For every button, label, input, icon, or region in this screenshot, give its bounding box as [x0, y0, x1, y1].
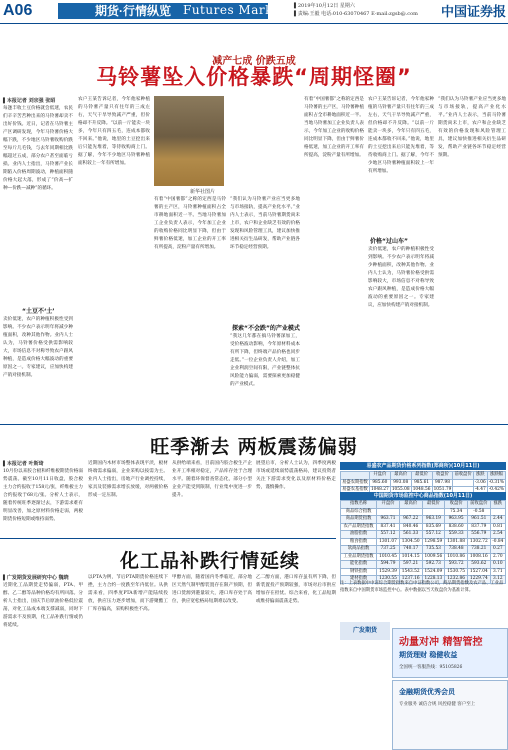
- table-cell: 1304.50: [399, 538, 422, 546]
- table2-col: 前收盘价: [467, 501, 490, 509]
- table-cell: [422, 508, 445, 516]
- table2-header-row: [341, 501, 506, 509]
- table1: [340, 471, 506, 495]
- table-row: [341, 568, 506, 576]
- lead-column-5: 有着“中国薯都”之称的定西是马铃薯的主产区，马铃薯种植面积占全市耕地面积近一半。当地马铃薯加工企业负责人表示，今年加工企业的收购价格同比明显下降，但由于鲜薯价格低迷，加工企业的开工率有所提高，淀粉产量有所增加。: [304, 97, 364, 158]
- table1-col: 前收盘价: [454, 472, 472, 477]
- table2-title-wrap: [340, 492, 506, 500]
- table-cell: 3.12: [490, 576, 505, 584]
- table-cell: 建材指数: [341, 576, 377, 584]
- table-cell: 2.44: [490, 516, 505, 524]
- table-cell: 1048.56: [412, 487, 431, 492]
- table1-col: 最高价: [390, 472, 411, 480]
- table2-col: 开盘价: [377, 501, 400, 509]
- table-row: [341, 479, 506, 487]
- table-cell: 1055.08: [391, 487, 410, 492]
- table-cell: 1014.15: [399, 553, 422, 561]
- table-cell: 1229.74: [467, 576, 490, 584]
- table-cell: 561.33: [399, 531, 422, 539]
- table-cell: 1237.16: [399, 576, 422, 584]
- table-cell: 837.79: [467, 523, 490, 531]
- table-cell: 597.21: [399, 561, 422, 569]
- lead-subhead-2: 价格“过山车”: [370, 238, 408, 245]
- table-cell: 963.95: [445, 516, 468, 524]
- table-cell: 1543.52: [399, 568, 422, 576]
- table-cell: 软商品指数: [341, 546, 377, 554]
- table-cell: -3.06: [474, 479, 486, 485]
- lead-column-4: “我们认为马铃薯产业应当更多地与市场接轨，提高产业化水平。”业内人士表示，当前马铃薯期货尚未上市，农户和企业缺乏有效的价格发现和风险管理工具，建议加快推进相关衍生品研发，帮助产业链各环节稳定经营预期。: [230, 197, 300, 250]
- table-cell: 2.54: [490, 531, 505, 539]
- table-cell: [399, 508, 422, 516]
- table-row: [341, 508, 506, 516]
- table-cell: 农产品期货指数: [341, 523, 377, 531]
- page-number: A06: [3, 2, 33, 19]
- table-cell: 1301.88: [445, 538, 468, 546]
- lead-headline: 马铃薯坠入价格暴跌“周期怪圈”: [96, 65, 412, 89]
- table-cell: 838.60: [445, 523, 468, 531]
- header-rule: [0, 23, 508, 24]
- ad-brand-logo: 广发期货: [340, 622, 390, 640]
- table-row: [341, 546, 506, 554]
- table1-col: [341, 472, 370, 480]
- table-cell: 557.12: [422, 531, 445, 539]
- table-cell: 985.61: [411, 479, 432, 487]
- table-cell: 1530.75: [445, 568, 468, 576]
- table-cell: 工业品期货指数: [341, 553, 377, 561]
- table-row: [341, 531, 506, 539]
- table1-col: 开盘价: [369, 472, 390, 480]
- lead-column-1b: 卖价低迷，农户的种植积极性受到影响。不少农户表示明年将减少种植面积，改种其他作物。业内人士认为，马铃薯价格受供需影响较大，市场信息不对称导致农户跟风种植，是造成价格大幅波动的重要原因之一。专家建议，应加快构建产销对接机制。: [3, 317, 73, 378]
- bottom-column-4: 乙二醇方面，港口库存虽有所下降，但新装置投产预期较强，市场对后市供应增加存在担忧。综合来看，化工品短期或维持偏弱震荡走势。: [256, 575, 336, 604]
- bottom-headline: 化工品补跌行情延续: [120, 550, 301, 572]
- table-cell: -0.42%: [488, 487, 504, 492]
- table-cell: -4.47: [474, 487, 486, 492]
- table2: [340, 500, 506, 584]
- table-cell: 963.71: [377, 516, 400, 524]
- table-cell: 75.34: [445, 508, 468, 516]
- table-cell: -0.31%: [488, 479, 504, 485]
- bottom-column-2: 以PTA为例，节后PTA期货价格连续下挫，主力合约一度跌至年内低位。从供需来看，四季度PTA新增产能陆续投放，供应压力逐步增加，而下游聚酯工厂库存偏高，采购积极性不高。: [88, 575, 168, 612]
- table-cell: 1009.56: [422, 553, 445, 561]
- table-cell: 967.22: [399, 516, 422, 524]
- table-cell: 1010.45: [377, 553, 400, 561]
- bottom-column-3: 甲醇方面，随着国内冬季临近，部分地区天然气制甲醇装置存在限产预期，但进口货源到港量较大，港口库存处于高位，供应宽松格局短期难以改变。: [172, 575, 252, 604]
- middle-column-2: 近期国内木材市场整体表现平淡，板材终端需求偏弱，企业采购以按需为主。业内人士指出，房地产行业调控持续，家具及装修需求增长放缓，对两板价格形成一定压制。: [88, 461, 168, 498]
- table-cell: 商品综合指数: [341, 508, 377, 516]
- table-cell: 737.25: [377, 546, 400, 554]
- column-title-en: Futures Market: [183, 3, 286, 17]
- ad-line2: 期货理财 稳健收益: [399, 651, 458, 659]
- lead-column-2: 农户王某告诉记者，今年他家种植的马铃薯产量只有往年的三成左右，天气干旱导致减产严重，但价格却不升反降。“以前一斤能卖一块多，今年只有四五毛，连成本都收不回来。”他说，地里的土豆挖出来后只能先堆着，等待收购商上门。据了解，今年不少地区马铃薯种植面积较上一年有所增加。: [78, 97, 150, 166]
- column-title: 期货·行情纵览: [95, 4, 171, 18]
- table-cell: 能化指数: [341, 561, 377, 569]
- lead-column-6: 农户王某告诉记者，今年他家种植的马铃薯产量只有往年的三成左右，天气干旱导致减产严重，但价格却不升反降。“以前一斤能卖一块多，今年只有四五毛，连成本都收不回来。”他说，地里的土豆挖出来后只能先堆着，等待收购商上门。据了解，今年不少地区马铃薯种植面积较上一年有所增加。: [368, 97, 434, 174]
- table-cell: [453, 479, 473, 487]
- table-cell: 0.27: [490, 546, 505, 554]
- section-rule-2: [0, 538, 336, 539]
- table-cell: 985.60: [369, 479, 390, 487]
- middle-column-3: 从供给端来看，目前国内胶合板生产企业开工率相对稳定，产品库存处于合理水平。随着环保督查常态化，部分小型企业产能受到限制，行业集中度进一步提升。: [172, 461, 252, 498]
- table-note: 注：上表数据中中证综合期货指数来自中证指数公司，商品期货指数及农产品、工业品指数来自中国期货市场监控中心。表中数据以当天收盘价为基准计算。: [340, 581, 504, 593]
- ad2-title: 金融期货优秀会员: [399, 688, 455, 696]
- table-cell: 0.10: [490, 561, 505, 569]
- table-row: [341, 523, 506, 531]
- table2-col: 收盘价: [445, 501, 468, 509]
- table-cell: 738.48: [445, 546, 468, 554]
- table-cell: 粮食指数: [341, 538, 377, 546]
- lead-column-6b: 卖价低迷，农户的种植积极性受到影响。不少农户表示明年将减少种植面积，改种其他作物。业内人士认为，马铃薯价格受供需影响较大，市场信息不对称导致农户跟风种植，是造成价格大幅波动的重要原因之一。专家建议，应加快构建产销对接机制。: [368, 247, 434, 308]
- table-cell: 735.53: [422, 546, 445, 554]
- lead-photo-caption: 新华社图片: [190, 189, 216, 195]
- ad2-text: 专业服务 诚信合规 风控稳健 客户至上: [399, 702, 476, 707]
- table-cell: 1524.09: [422, 568, 445, 576]
- table-cell: -0.58: [467, 508, 490, 516]
- table-cell: -0.84: [490, 538, 505, 546]
- lead-photo: [154, 96, 224, 186]
- issue-date: ▌2019年10月12日 星期六: [294, 3, 355, 9]
- table1-col: 收盘价: [432, 472, 453, 480]
- table-cell: 837.41: [377, 523, 400, 531]
- ad-slogan: 动量对冲 精智管控: [399, 637, 483, 648]
- section-rule-1: [0, 424, 508, 425]
- table-cell: 油脂指数: [341, 531, 377, 539]
- table-cell: 987.98: [432, 479, 453, 487]
- lead-column-7: “我们认为马铃薯产业应当更多地与市场接轨，提高产业化水平。”业内人士表示，当前马铃薯期货尚未上市，农户和企业缺乏有效的价格发现和风险管理工具，建议加快推进相关衍生品研发，帮助产业链各环节稳定经营预期。: [438, 97, 506, 158]
- table-cell: 835.69: [422, 523, 445, 531]
- ad-banner-2[interactable]: [392, 680, 508, 750]
- table-cell: 993.08: [390, 479, 411, 487]
- middle-column-4: 展望后市，分析人士认为，四季度两板市场或延续弱势震荡格局，建议投资者关注下游需求变化以及原材料价格走势，谨慎操作。: [256, 461, 336, 490]
- table1-header-row: [341, 472, 506, 480]
- table-cell: 1230.55: [377, 576, 400, 584]
- bottom-column-1: 近期化工品期货走势偏弱，PTA、甲醇、乙二醇等品种价格均有所回落。分析人士指出，国庆节后原油价格低位震荡，对化工品成本端支撑减弱，同时下游需求不及预期，化工品补跌行情或仍将延续。: [3, 583, 83, 628]
- table1-col: 最低价: [411, 472, 432, 480]
- lead-kicker: 减产七成 价跌五成: [212, 56, 296, 67]
- table-cell: 963.19: [422, 516, 445, 524]
- table1-col: 涨跌: [473, 472, 487, 480]
- table-cell: 易盛农期指数: [342, 479, 368, 485]
- table-cell: 592.73: [422, 561, 445, 569]
- table-cell: 740.17: [399, 546, 422, 554]
- table2-col: 指数名称: [341, 501, 377, 509]
- table-cell: 1529.39: [377, 568, 400, 576]
- table-cell: 0.81: [490, 523, 505, 531]
- table-row: [341, 553, 506, 561]
- middle-byline: ▌本报记者 叶斯琦: [3, 461, 44, 467]
- table-cell: 557.12: [377, 531, 400, 539]
- bottom-byline: ▌广发期货发展研究中心 魏晓: [3, 575, 69, 581]
- table-cell: 3.71: [490, 568, 505, 576]
- table-cell: 商品期货指数: [341, 516, 377, 524]
- table-cell: 1232.86: [445, 576, 468, 584]
- table1-title: 易盛农产品期货价格系列指数(郑商所)(10月11日): [340, 462, 506, 470]
- table-cell: 593.72: [445, 561, 468, 569]
- middle-headline: 旺季渐去 两板震荡偏弱: [150, 436, 358, 458]
- table-cell: 961.51: [467, 516, 490, 524]
- table-row: [341, 516, 506, 524]
- lead-byline: ▌本报记者 刘宗强 张昭: [3, 98, 56, 104]
- table-cell: 738.21: [467, 546, 490, 554]
- table-cell: 1051.79: [433, 487, 452, 492]
- lead-column-1: 每逢丰收土豆价格就会低迷，农民们辛辛苦苦种出来的马铃薯却卖不出好价钱。近日，记者在马铃薯主产区调研发现，今年马铃薯价格大幅下跌，不少地区马铃薯收购价跌至每斤几毛钱，与去年同期相比跌幅超过五成，部分农户甚至面临亏损。业内人士指出，马铃薯产业长期陷入价格周期波动，种植面积随价格大起大落，形成了“价高—扩种—价跌—减种”的循环。: [3, 106, 73, 191]
- lead-column-3: 有着“中国薯都”之称的定西是马铃薯的主产区，马铃薯种植面积占全市耕地面积近一半。当地马铃薯加工企业负责人表示，今年加工企业的收购价格同比明显下降，但由于鲜薯价格低迷，加工企业的开工率有所提高，淀粉产量有所增加。: [154, 197, 226, 250]
- table-cell: [490, 508, 505, 516]
- newspaper-logo: 中国证券报: [441, 5, 507, 20]
- ad-banner-1[interactable]: [392, 628, 508, 678]
- table-cell: 1048.27: [370, 487, 389, 492]
- ad-contact: 全国统一客服热线：95105826: [399, 665, 463, 670]
- table-cell: 1008.16: [467, 553, 490, 561]
- table-cell: 559.33: [445, 531, 468, 539]
- table-cell: 840.46: [399, 523, 422, 531]
- table-cell: 1527.04: [467, 568, 490, 576]
- table-cell: 1301.07: [377, 538, 400, 546]
- table-cell: 2.70: [490, 553, 505, 561]
- table1-col: 涨跌幅: [487, 472, 505, 480]
- table-cell: 易盛农基指数: [342, 487, 368, 492]
- table2-col: 最高价: [399, 501, 422, 509]
- table2-col: 最低价: [422, 501, 445, 509]
- table-cell: 1010.86: [445, 553, 468, 561]
- lead-subhead-1: “土豆不‘土’: [22, 308, 55, 315]
- editor-info: ▌责编:王毅 电话:010-63070467 E-mail:zgsb@.com: [294, 11, 418, 17]
- table1-title-wrap: [340, 462, 506, 470]
- table2-body: [341, 508, 506, 583]
- table-row: [341, 538, 506, 546]
- table-row: [341, 561, 506, 569]
- table-cell: 1228.13: [422, 576, 445, 584]
- lead-subhead-3: 探索“不会跌”的产业模式: [232, 325, 300, 332]
- table2-col: 涨跌: [490, 501, 505, 509]
- table2-title: 中国期货市场监控中心商品指数(10月11日): [340, 492, 506, 500]
- middle-column-1: 10月份以来胶合板和纤维板期货价格弱势震荡。截至10月11日收盘，胶合板主力合约报收于158元/张，纤维板主力合约报收于68元/张。分析人士表示，随着传统旺季逐渐过去，下游需求难有明显改善，加之原材料价格走弱，两板期货价格短期或维持弱势。: [3, 469, 83, 522]
- table-cell: [377, 508, 400, 516]
- table-cell: 556.79: [467, 531, 490, 539]
- table-cell: 1302.72: [467, 538, 490, 546]
- table-cell: 593.62: [467, 561, 490, 569]
- table-cell: 594.79: [377, 561, 400, 569]
- table-cell: 1298.59: [422, 538, 445, 546]
- table-cell: 钢铁指数: [341, 568, 377, 576]
- lead-column-4b: “我这几年都在搞马铃薯深加工，受价格波动影响，今年原材料成本有所下降，但终端产品价格也同步走低。”一位企业负责人介绍，加工企业利润空间有限，产业链整体抗风险能力偏弱，需要探索更加稳健的产业模式。: [230, 334, 300, 387]
